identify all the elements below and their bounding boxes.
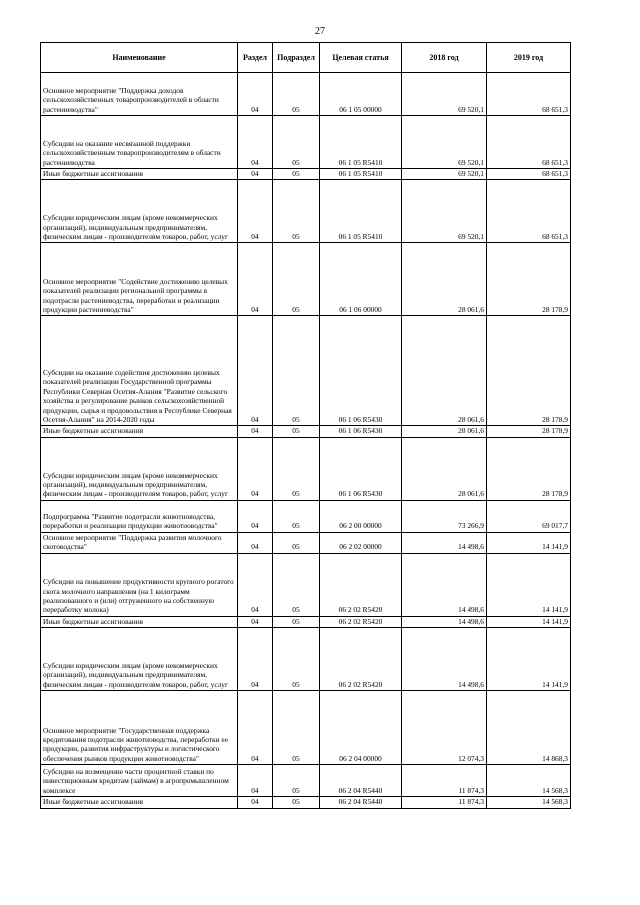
row-value-2018: 11 874,3	[402, 765, 487, 797]
row-article: 06 2 02 R5420	[320, 616, 402, 627]
table-row	[41, 765, 571, 797]
table-row	[41, 73, 571, 116]
row-article: 06 1 06 R5430	[320, 426, 402, 437]
row-value-2018: 69 520,1	[402, 180, 487, 243]
table-row	[41, 532, 571, 553]
row-value-2018: 12 074,3	[402, 691, 487, 765]
row-name: Субсидии на возмещение части процентной ставки по инвестиционным кредитам (займам) в агропромышленном комплексе	[41, 765, 238, 797]
row-section: 04	[238, 553, 273, 616]
row-section: 04	[238, 765, 273, 797]
row-subsection: 05	[273, 553, 320, 616]
row-article: 06 2 02 R5420	[320, 628, 402, 691]
row-value-2018: 28 061,6	[402, 316, 487, 426]
row-value-2019: 68 651,3	[487, 180, 571, 243]
row-name: Основное мероприятие "Поддержка доходов сельскохозяйственных товаропроизводителей в области растениеводства"	[41, 73, 238, 116]
row-subsection: 05	[273, 691, 320, 765]
row-value-2018: 14 498,6	[402, 616, 487, 627]
row-article: 06 2 00 00000	[320, 500, 402, 532]
row-subsection: 05	[273, 243, 320, 316]
header-section: Раздел	[238, 43, 273, 73]
row-section: 04	[238, 437, 273, 500]
row-section: 04	[238, 243, 273, 316]
header-article: Целевая статья	[320, 43, 402, 73]
table-row	[41, 500, 571, 532]
row-subsection: 05	[273, 426, 320, 437]
row-subsection: 05	[273, 73, 320, 116]
row-article: 06 2 02 R5420	[320, 553, 402, 616]
row-subsection: 05	[273, 616, 320, 627]
row-article: 06 1 06 R5430	[320, 437, 402, 500]
row-article: 06 1 05 R5410	[320, 116, 402, 169]
row-value-2018: 69 520,1	[402, 116, 487, 169]
table-row	[41, 180, 571, 243]
row-subsection: 05	[273, 532, 320, 553]
row-subsection: 05	[273, 628, 320, 691]
row-value-2019: 68 651,3	[487, 116, 571, 169]
row-value-2018: 14 498,6	[402, 553, 487, 616]
table-row	[41, 553, 571, 616]
table-header-row	[41, 43, 571, 73]
row-section: 04	[238, 616, 273, 627]
row-value-2018: 69 520,1	[402, 73, 487, 116]
row-article: 06 1 05 R5410	[320, 180, 402, 243]
row-section: 04	[238, 797, 273, 808]
row-value-2018: 14 498,6	[402, 628, 487, 691]
row-value-2019: 14 568,3	[487, 765, 571, 797]
row-section: 04	[238, 180, 273, 243]
row-value-2019: 14 141,9	[487, 628, 571, 691]
row-section: 04	[238, 532, 273, 553]
row-section: 04	[238, 691, 273, 765]
row-article: 06 2 04 R5440	[320, 765, 402, 797]
header-2018: 2018 год	[402, 43, 487, 73]
row-section: 04	[238, 169, 273, 180]
row-section: 04	[238, 426, 273, 437]
row-article: 06 2 04 00000	[320, 691, 402, 765]
table-row	[41, 437, 571, 500]
table-row	[41, 628, 571, 691]
row-value-2019: 28 178,9	[487, 437, 571, 500]
row-name: Иные бюджетные ассигнования	[41, 426, 238, 437]
row-subsection: 05	[273, 116, 320, 169]
row-article: 06 1 05 R5410	[320, 169, 402, 180]
row-section: 04	[238, 628, 273, 691]
row-subsection: 05	[273, 316, 320, 426]
row-value-2019: 68 651,3	[487, 169, 571, 180]
row-value-2018: 73 266,9	[402, 500, 487, 532]
row-name: Подпрограмма "Развитие подотрасли животноводства, переработки и реализации продукции животноводства"	[41, 500, 238, 532]
row-name: Субсидии юридическим лицам (кроме некоммерческих организаций), индивидуальным предпринимателям, физическим лицам - производителям товаров, работ, услуг	[41, 628, 238, 691]
row-name: Субсидии юридическим лицам (кроме некоммерческих организаций), индивидуальным предпринимателям, физическим лицам - производителям товаров, работ, услуг	[41, 180, 238, 243]
row-subsection: 05	[273, 169, 320, 180]
table-row	[41, 169, 571, 180]
row-section: 04	[238, 73, 273, 116]
row-name: Иные бюджетные ассигнования	[41, 616, 238, 627]
row-name: Основное мероприятие "Поддержка развития молочного скотоводства"	[41, 532, 238, 553]
row-article: 06 2 02 00000	[320, 532, 402, 553]
row-subsection: 05	[273, 500, 320, 532]
page-number: 27	[315, 26, 325, 37]
row-value-2019: 14 568,3	[487, 797, 571, 808]
row-name: Субсидии на оказание несвязанной поддержки сельскохозяйственным товаропроизводителям в области растениеводства	[41, 116, 238, 169]
row-name: Основное мероприятие "Содействие достижению целевых показателей реализации региональной программы в подотрасли растениеводства, переработки и реализации продукции растениеводства"	[41, 243, 238, 316]
row-article: 06 1 05 00000	[320, 73, 402, 116]
row-value-2019: 14 141,9	[487, 532, 571, 553]
row-value-2018: 28 061,6	[402, 243, 487, 316]
row-name: Субсидии на повышение продуктивности крупного рогатого скота молочного направления (на 1 килограмм реализованного и (или) отгруженного на собственную переработку молока)	[41, 553, 238, 616]
table-row	[41, 243, 571, 316]
row-value-2018: 11 874,3	[402, 797, 487, 808]
row-name: Основное мероприятие "Государственная поддержка кредитования подотрасли животноводства, переработки ее продукции, развития инфраструктуры и логистического обеспечения рынков продукции животноводства"	[41, 691, 238, 765]
budget-table	[40, 42, 571, 809]
row-value-2018: 14 498,6	[402, 532, 487, 553]
row-subsection: 05	[273, 797, 320, 808]
row-value-2019: 28 178,9	[487, 243, 571, 316]
header-subsection: Подраздел	[273, 43, 320, 73]
row-article: 06 1 06 R5430	[320, 316, 402, 426]
row-section: 04	[238, 500, 273, 532]
table-row	[41, 116, 571, 169]
row-value-2019: 14 141,9	[487, 553, 571, 616]
row-subsection: 05	[273, 437, 320, 500]
header-name: Наименование	[41, 43, 238, 73]
row-article: 06 1 06 00000	[320, 243, 402, 316]
table-row	[41, 797, 571, 808]
row-value-2019: 14 141,9	[487, 616, 571, 627]
table-row	[41, 616, 571, 627]
header-2019: 2019 год	[487, 43, 571, 73]
table-row	[41, 316, 571, 426]
row-value-2018: 69 520,1	[402, 169, 487, 180]
row-article: 06 2 04 R5440	[320, 797, 402, 808]
row-value-2019: 14 868,3	[487, 691, 571, 765]
row-value-2019: 28 178,9	[487, 316, 571, 426]
row-name: Субсидии юридическим лицам (кроме некоммерческих организаций), индивидуальным предпринимателям, физическим лицам - производителям товаров, работ, услуг	[41, 437, 238, 500]
row-name: Иные бюджетные ассигнования	[41, 169, 238, 180]
row-value-2019: 28 178,9	[487, 426, 571, 437]
table-row	[41, 691, 571, 765]
row-value-2019: 68 651,3	[487, 73, 571, 116]
row-name: Иные бюджетные ассигнования	[41, 797, 238, 808]
row-subsection: 05	[273, 765, 320, 797]
row-value-2018: 28 061,6	[402, 437, 487, 500]
row-value-2019: 69 017,7	[487, 500, 571, 532]
row-section: 04	[238, 316, 273, 426]
table-row	[41, 426, 571, 437]
row-subsection: 05	[273, 180, 320, 243]
row-name: Субсидии на оказание содействия достижению целевых показателей реализации Государственной программы Республики Северная Осетия-Алания "Развитие сельского хозяйства и регулирование рынков сельскохозяйственной продукции, сырья и продовольствия в Республике Северная Осетия-Алания" на 2014-2020 годы	[41, 316, 238, 426]
row-section: 04	[238, 116, 273, 169]
row-value-2018: 28 061,6	[402, 426, 487, 437]
